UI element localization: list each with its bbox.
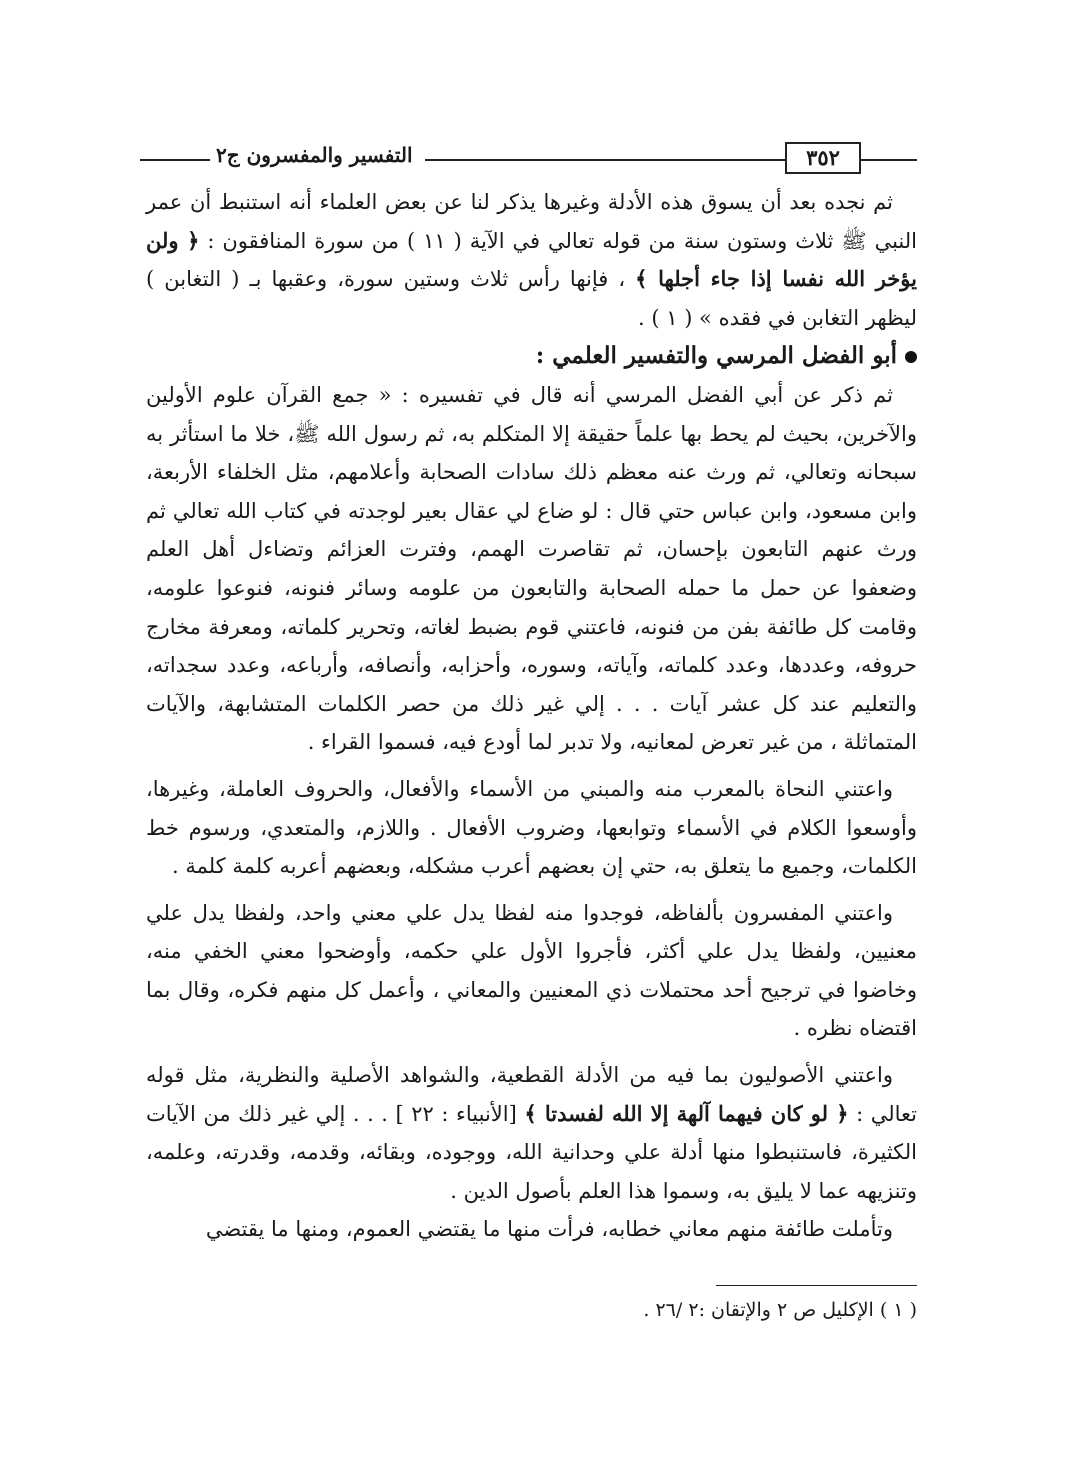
paragraph-5-end: [الأنبياء : ٢٢ ] . . . إلي غير ذلك من الآيات الكثيرة، فاستنبطوا منها أدلة علي وحدانية الله، ووجوده، وبقائه، وقدمه، وقدرته، وعلمه، وتنزيهه عما لا يليق به، وسموا هذا العلم بأصول الدين . (146, 1101, 917, 1203)
paragraph-1 (146, 183, 917, 337)
quran-verse-2: ﴿ لو كان فيهما آلهة إلا الله لفسدتا ﴾ (524, 1100, 849, 1126)
footnote: ( ١ ) الإكليل ص ٢ والإتقان :٢ /٢٦ . (643, 1299, 917, 1321)
footnote-divider (716, 1285, 917, 1286)
page-body (146, 183, 917, 1249)
paragraph-6: وتأملت طائفة منهم معاني خطابه، فرأت منها ما يقتضي العموم، ومنها ما يقتضي (205, 1217, 893, 1242)
paragraph-3: واعتني النحاة بالمعرب منه والمبني من الأسماء والأفعال، والحروف العاملة، وغيرها، وأوسعوا الكلام في الأسماء وتوابعها، وضروب الأفعال . واللازم، والمتعدي، ورسوم خط الكلمات، وجميع ما يتعلق به، حتي إن بعضهم أعرب مشكله، وبعضهم أعربه كلمة كلمة . (146, 776, 917, 879)
bullet-icon (905, 351, 917, 363)
paragraph-1-text: ثم نجده بعد أن يسوق هذه الأدلة وغيرها يذكر لنا عن بعض العلماء أنه استنبط أن عمر النبي ﷺ ثلاث وستون سنة من قوله تعالي في الآية ( ١١ ) من سورة المنافقون : (146, 190, 917, 253)
page-header (140, 140, 917, 180)
page-number: ٣٥٢ (785, 142, 861, 174)
header-rule-middle (425, 159, 785, 161)
paragraph-5 (146, 1056, 917, 1210)
header-rule-right (861, 159, 917, 161)
section-heading (146, 337, 917, 376)
paragraph-1-end: ، فإنها رأس ثلاث وستين سورة، وعقبها بـ ( التغابن ) ليظهر التغابن في فقده » ( ١ ) . (146, 267, 917, 330)
paragraph-2: ثم ذكر عن أبي الفضل المرسي أنه قال في تفسيره : « جمع القرآن علوم الأولين والآخرين، بحيث لم يحط بها علماً حقيقة إلا المتكلم به، ثم رسول الله ﷺ، خلا ما استأثر به سبحانه وتعالي، ثم ورث عنه معظم ذلك سادات الصحابة وأعلامهم، مثل الخلفاء الأربعة، وابن مسعود، وابن عباس حتي قال : لو ضاع لي عقال بعير لوجدته في كتاب الله تعالي ثم ورث عنهم التابعون بإحسان، ثم تقاصرت الهمم، وفترت العزائم وتضاءل أهل العلم وضعفوا عن حمل ما حمله الصحابة والتابعون من علومه وسائر فنونه، فنوعوا علومه، وقامت كل طائفة بفن من فنونه، فاعتني قوم بضبط لغاته، وتحرير كلماته، ومعرفة مخارج حروفه، وعددها، وعدد كلماته، وآياته، وسوره، وأحزابه، وأنصافه، وأرباعه، وعدد سجداته، والتعليم عند كل عشر آيات . . . إلي غير ذلك من حصر الكلمات المتشابهة، والآيات المتماثلة ، من غير تعرض لمعانيه، ولا تدبر لما أودع فيه، فسموا القراء . (146, 382, 917, 755)
section-heading-text: أبو الفضل المرسي والتفسير العلمي : (535, 342, 897, 370)
book-title: التفسير والمفسرون ج٢ (216, 143, 413, 167)
quran-verse-1: ﴿ ولن يؤخر الله نفسا إذا جاء أجلها ﴾ (146, 227, 917, 292)
header-rule-left (140, 159, 210, 161)
paragraph-4: واعتني المفسرون بألفاظه، فوجدوا منه لفظا يدل علي معني واحد، ولفظا يدل علي معنيين، ولفظا يدل علي أكثر، فأجروا الأول علي حكمه، وأوضحوا معني الخفي منه، وخاضوا في ترجيح أحد محتملات ذي المعنيين والمعاني ، وأعمل كل منهم فكره، وقال بما اقتضاه نظره . (146, 900, 917, 1041)
paragraph-5-text: واعتني الأصوليون بما فيه من الأدلة القطعية، والشواهد الأصلية والنظرية، مثل قوله تعالي : (146, 1063, 917, 1126)
